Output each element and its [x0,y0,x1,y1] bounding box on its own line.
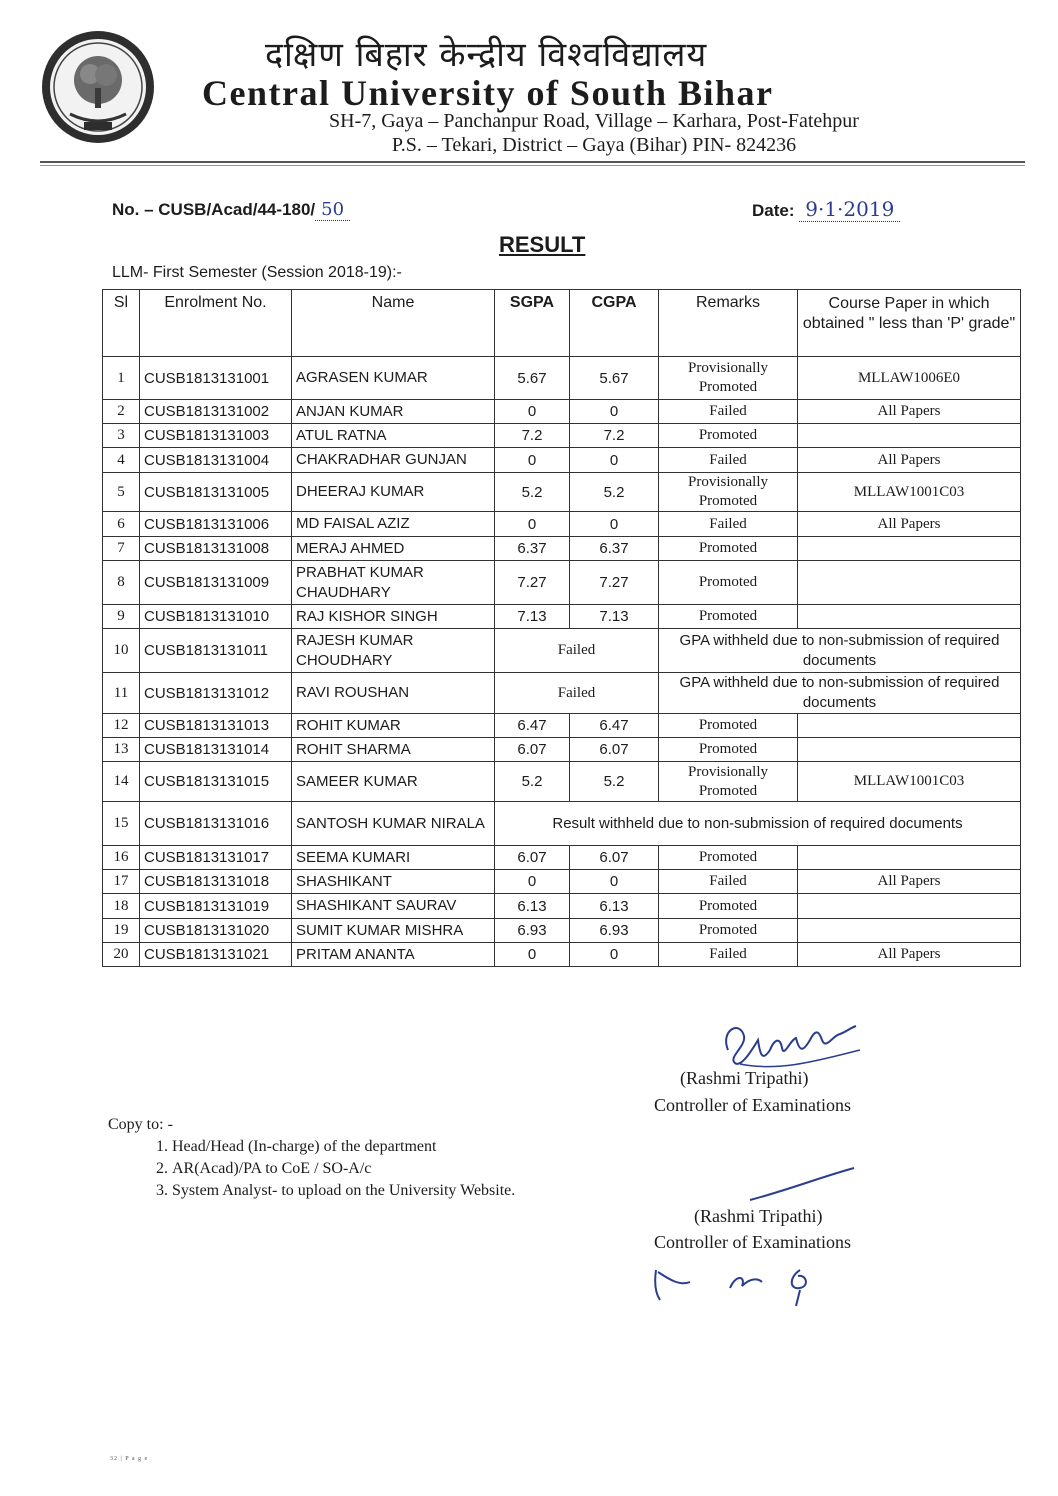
cell-sgpa: 0 [495,512,570,537]
cell-enrolment: CUSB1813131017 [140,846,292,870]
cell-gpa-failed: Failed [495,673,659,714]
cell-cgpa: 6.37 [570,537,659,561]
address-line-1: SH-7, Gaya – Panchanpur Road, Village – Karhara, Post-Fatehpur [329,110,859,132]
cell-enrolment: CUSB1813131019 [140,894,292,919]
table-row [103,762,1021,802]
cell-name: AGRASEN KUMAR [292,357,495,400]
cell-course-paper: All Papers [798,400,1021,424]
table-row [103,605,1021,629]
cell-sgpa: 0 [495,943,570,967]
cell-sl: 7 [103,537,140,561]
table-row [103,424,1021,448]
cell-sl: 3 [103,424,140,448]
cell-course-paper [798,738,1021,762]
cell-name: PRABHAT KUMAR CHAUDHARY [292,561,495,605]
table-row [103,919,1021,943]
handwritten-reference-no: 50 [315,199,350,221]
table-row [103,894,1021,919]
cell-course-paper: All Papers [798,512,1021,537]
cell-cgpa: 6.13 [570,894,659,919]
header-sgpa: SGPA [495,290,570,357]
cell-sl: 12 [103,714,140,738]
cell-course-paper: MLLAW1001C03 [798,473,1021,512]
handwritten-initials [650,1260,820,1308]
cell-enrolment: CUSB1813131006 [140,512,292,537]
cell-sl: 5 [103,473,140,512]
cell-sl: 18 [103,894,140,919]
cell-enrolment: CUSB1813131012 [140,673,292,714]
cell-enrolment: CUSB1813131020 [140,919,292,943]
cell-enrolment: CUSB1813131021 [140,943,292,967]
cell-sl: 16 [103,846,140,870]
cell-enrolment: CUSB1813131002 [140,400,292,424]
cell-gpa-failed: Failed [495,629,659,673]
cell-remarks: Promoted [659,894,798,919]
date-label: Date: [752,201,795,220]
cell-name: ROHIT SHARMA [292,738,495,762]
cell-cgpa: 0 [570,400,659,424]
reference-label: No. – CUSB/Acad/44-180/ [112,200,316,219]
university-name: Central University of South Bihar [202,73,774,113]
cell-sgpa: 0 [495,400,570,424]
cell-enrolment: CUSB1813131003 [140,424,292,448]
cell-course-paper [798,605,1021,629]
signatory-name-1: (Rashmi Tripathi) [680,1068,809,1088]
result-table-body [103,357,1021,967]
cell-name: RAJ KISHOR SINGH [292,605,495,629]
table-row [103,512,1021,537]
page-footer: 32 | P a g e [110,1456,149,1462]
copy-to-item: 3. System Analyst- to upload on the University Website. [172,1180,672,1202]
cell-enrolment: CUSB1813131010 [140,605,292,629]
cell-enrolment: CUSB1813131008 [140,537,292,561]
signatory-role-2: Controller of Examinations [654,1232,851,1252]
cell-cgpa: 6.07 [570,738,659,762]
cell-remarks: Promoted [659,919,798,943]
cell-name: ATUL RATNA [292,424,495,448]
cell-sgpa: 5.2 [495,473,570,512]
cell-sl: 10 [103,629,140,673]
copy-to-section [108,1116,516,1199]
cell-course-paper: All Papers [798,448,1021,473]
controller-signature-2 [748,1164,858,1204]
cell-name: RAVI ROUSHAN [292,673,495,714]
header-course-paper: Course Paper in which obtained " less than 'P' grade" [798,290,1021,357]
cell-enrolment: CUSB1813131004 [140,448,292,473]
table-row [103,714,1021,738]
table-row [103,357,1021,400]
cell-cgpa: 0 [570,512,659,537]
cell-sl: 8 [103,561,140,605]
table-row [103,673,1021,714]
cell-sgpa: 0 [495,870,570,894]
cell-sgpa: 6.13 [495,894,570,919]
table-row [103,629,1021,673]
cell-enrolment: CUSB1813131015 [140,762,292,802]
cell-cgpa: 0 [570,870,659,894]
cell-remarks: Promoted [659,537,798,561]
cell-cgpa: 0 [570,943,659,967]
cell-name: SAMEER KUMAR [292,762,495,802]
table-row [103,473,1021,512]
cell-remarks: Promoted [659,605,798,629]
cell-name: RAJESH KUMAR CHOUDHARY [292,629,495,673]
cell-sgpa: 6.07 [495,738,570,762]
cell-sl: 14 [103,762,140,802]
cell-sl: 19 [103,919,140,943]
cell-sl: 20 [103,943,140,967]
cell-remarks: Promoted [659,846,798,870]
signatory-role-1: Controller of Examinations [654,1095,851,1115]
cell-remarks: Failed [659,448,798,473]
cell-course-paper [798,894,1021,919]
cell-enrolment: CUSB1813131013 [140,714,292,738]
result-table [102,289,1021,967]
table-row [103,943,1021,967]
header-enrolment: Enrolment No. [140,290,292,357]
cell-result-withheld: Result withheld due to non-submission of required documents [495,802,1021,846]
date-block [752,197,900,221]
table-row [103,738,1021,762]
cell-course-paper [798,846,1021,870]
cell-sl: 15 [103,802,140,846]
cell-gpa-withheld-remark: GPA withheld due to non-submission of required documents [659,629,1021,673]
cell-sl: 9 [103,605,140,629]
cell-enrolment: CUSB1813131014 [140,738,292,762]
cell-course-paper: MLLAW1001C03 [798,762,1021,802]
cell-course-paper [798,561,1021,605]
cell-cgpa: 6.07 [570,846,659,870]
cell-enrolment: CUSB1813131016 [140,802,292,846]
cell-cgpa: 0 [570,448,659,473]
handwritten-date: 9·1·2019 [799,197,900,222]
cell-course-paper [798,537,1021,561]
cell-name: ROHIT KUMAR [292,714,495,738]
cell-remarks: Promoted [659,738,798,762]
cell-name: ANJAN KUMAR [292,400,495,424]
cell-cgpa: 5.2 [570,473,659,512]
cell-course-paper: All Papers [798,943,1021,967]
cell-remarks: Failed [659,943,798,967]
cell-sl: 11 [103,673,140,714]
result-heading: RESULT [499,232,586,257]
header-cgpa: CGPA [570,290,659,357]
cell-cgpa: 6.93 [570,919,659,943]
cell-cgpa: 7.13 [570,605,659,629]
cell-sgpa: 5.67 [495,357,570,400]
cell-course-paper: MLLAW1006E0 [798,357,1021,400]
copy-to-item: 2. AR(Acad)/PA to CoE / SO-A/c [172,1158,672,1180]
table-row [103,802,1021,846]
cell-sgpa: 7.13 [495,605,570,629]
cell-name: PRITAM ANANTA [292,943,495,967]
cell-course-paper [798,919,1021,943]
header-remarks: Remarks [659,290,798,357]
cell-remarks: Provisionally Promoted [659,357,798,400]
cell-enrolment: CUSB1813131001 [140,357,292,400]
header-rule [40,161,1025,163]
cell-sl: 17 [103,870,140,894]
cell-sgpa: 7.2 [495,424,570,448]
cell-name: DHEERAJ KUMAR [292,473,495,512]
table-row [103,537,1021,561]
cell-remarks: Promoted [659,424,798,448]
cell-enrolment: CUSB1813131009 [140,561,292,605]
cell-cgpa: 7.27 [570,561,659,605]
header-rule-thin [40,165,1025,166]
table-row [103,846,1021,870]
cell-sgpa: 6.47 [495,714,570,738]
cell-enrolment: CUSB1813131005 [140,473,292,512]
cell-gpa-withheld-remark: GPA withheld due to non-submission of required documents [659,673,1021,714]
cell-sgpa: 7.27 [495,561,570,605]
cell-remarks: Failed [659,512,798,537]
cell-cgpa: 7.2 [570,424,659,448]
cell-sl: 13 [103,738,140,762]
copy-to-item: 1. Head/Head (In-charge) of the department [172,1136,672,1158]
cell-enrolment: CUSB1813131018 [140,870,292,894]
table-row [103,561,1021,605]
cell-sgpa: 6.93 [495,919,570,943]
table-header-row [103,290,1021,357]
cell-sl: 4 [103,448,140,473]
cell-sl: 2 [103,400,140,424]
cell-name: SUMIT KUMAR MISHRA [292,919,495,943]
cell-cgpa: 6.47 [570,714,659,738]
cell-cgpa: 5.67 [570,357,659,400]
address-line-2: P.S. – Tekari, District – Gaya (Bihar) PIN- 824236 [391,134,797,156]
cell-name: SEEMA KUMARI [292,846,495,870]
reference-number [112,199,350,220]
cell-sl: 6 [103,512,140,537]
cell-name: MERAJ AHMED [292,537,495,561]
table-row [103,448,1021,473]
table-row [103,870,1021,894]
cell-course-paper: All Papers [798,870,1021,894]
cell-name: MD FAISAL AZIZ [292,512,495,537]
header-name: Name [292,290,495,357]
cell-course-paper [798,714,1021,738]
semester-subtitle: LLM- First Semester (Session 2018-19):- [112,264,402,281]
hindi-university-name: दक्षिण बिहार केन्द्रीय विश्वविद्यालय [265,35,708,75]
cell-remarks: Promoted [659,561,798,605]
cell-remarks: Provisionally Promoted [659,762,798,802]
cell-sgpa: 5.2 [495,762,570,802]
signatory-name-2: (Rashmi Tripathi) [694,1206,823,1226]
cell-name: SANTOSH KUMAR NIRALA [292,802,495,846]
cell-remarks: Failed [659,870,798,894]
cell-sl: 1 [103,357,140,400]
copy-to-label: Copy to: - [108,1116,173,1133]
table-row [103,400,1021,424]
cell-enrolment: CUSB1813131011 [140,629,292,673]
cell-remarks: Failed [659,400,798,424]
cell-sgpa: 6.37 [495,537,570,561]
copy-to-list [144,1136,672,1202]
cell-sgpa: 0 [495,448,570,473]
header-sl: Sl [103,290,140,357]
cell-sgpa: 6.07 [495,846,570,870]
cell-name: CHAKRADHAR GUNJAN [292,448,495,473]
cell-course-paper [798,424,1021,448]
cell-name: SHASHIKANT [292,870,495,894]
cell-name: SHASHIKANT SAURAV [292,894,495,919]
cell-remarks: Provisionally Promoted [659,473,798,512]
cell-cgpa: 5.2 [570,762,659,802]
cell-remarks: Promoted [659,714,798,738]
